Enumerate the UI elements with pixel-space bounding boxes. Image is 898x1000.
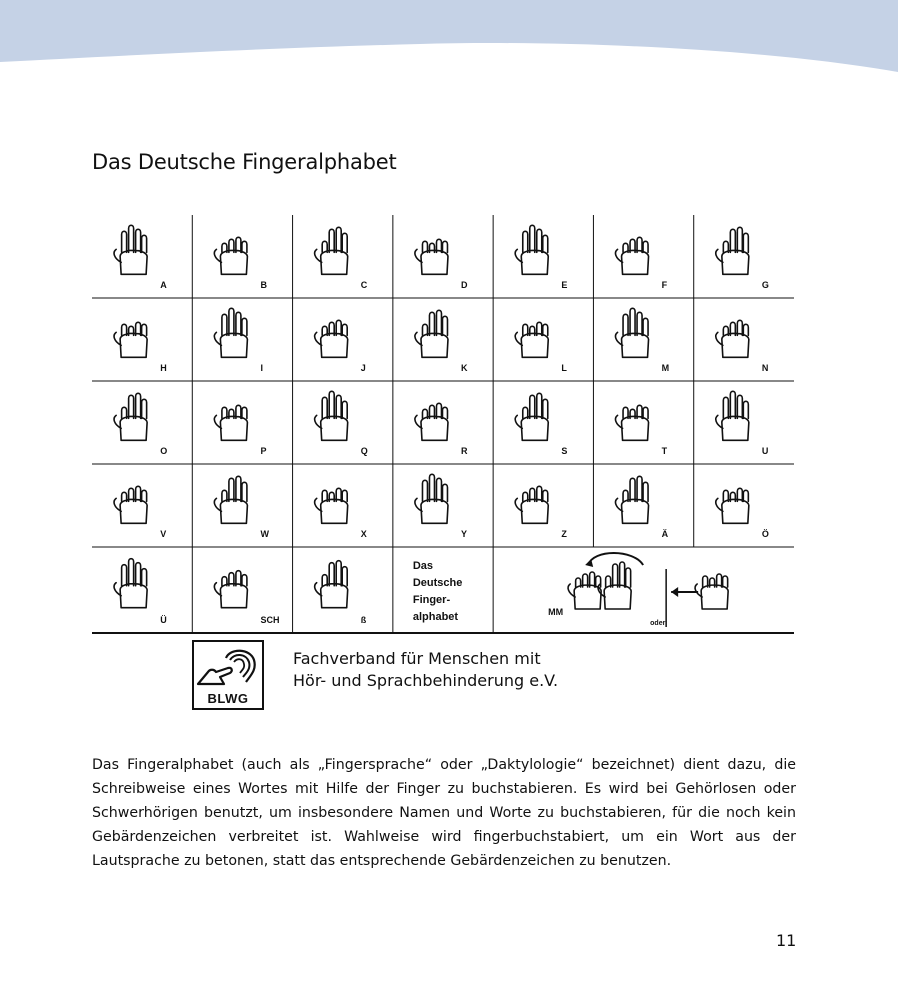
sign-cell <box>114 322 167 373</box>
sign-letter-label: X <box>360 529 367 539</box>
sign-letter-label: R <box>461 446 468 456</box>
sign-letter-label: L <box>561 363 567 373</box>
hand-sign-icon <box>515 322 548 357</box>
sign-letter-label: F <box>661 280 668 290</box>
hand-sign-icon <box>616 237 649 274</box>
chart-info-line: Das <box>412 560 434 572</box>
ear-arc-middle <box>230 655 249 677</box>
sign-letter-label: D <box>461 280 468 290</box>
sign-cell <box>616 308 670 373</box>
sign-cell <box>315 488 367 539</box>
sign-letter-label: A <box>160 280 167 290</box>
header-wave-shape <box>0 0 898 72</box>
sign-cell <box>415 310 468 373</box>
sign-letter-label: N <box>761 363 769 373</box>
sign-letter-label: C <box>360 280 368 290</box>
hand-sign-icon <box>415 474 448 523</box>
hand-sign-icon <box>114 225 147 274</box>
sign-letter-label: ß <box>360 615 367 625</box>
hand-sign-icon <box>568 572 601 609</box>
page-number: 11 <box>776 931 797 950</box>
chart-info-box <box>413 560 463 623</box>
sign-letter-label: S <box>561 446 568 456</box>
sign-cell <box>415 474 467 539</box>
sign-letter-label: B <box>260 280 267 290</box>
chart-info-line: alphabet <box>412 611 459 623</box>
sign-letter-label: SCH <box>260 615 280 625</box>
sign-letter-label: P <box>260 446 267 456</box>
sign-letter-label: Ö <box>761 529 769 539</box>
hand-sign-icon <box>315 561 348 608</box>
sign-letter-label: E <box>561 280 568 290</box>
hand-sign-icon <box>214 571 247 608</box>
hand-sign-icon <box>598 562 631 609</box>
hand-sign-icon <box>114 559 147 608</box>
sign-letter-label: J <box>360 363 366 373</box>
sign-cell <box>114 559 167 625</box>
org-line-1: Fachverband für Menschen mit <box>293 649 541 668</box>
hand-sign-icon <box>114 322 147 357</box>
arc-arrow-icon <box>588 553 643 565</box>
hand-sign-icon <box>616 476 649 523</box>
logo-text: BLWG <box>207 691 249 706</box>
sign-cell <box>716 488 769 539</box>
sign-letter-label: G <box>761 280 769 290</box>
hand-sign-icon <box>315 320 348 357</box>
hand-sign-icon <box>716 320 749 357</box>
sign-letter-label: Z <box>561 529 567 539</box>
hearing-hand-icon <box>194 644 262 694</box>
hand-sign-icon <box>214 476 247 523</box>
sign-letter-label: Y <box>461 529 468 539</box>
blwg-logo <box>192 640 264 710</box>
hand-sign-icon <box>415 310 448 357</box>
sign-letter-label: Q <box>360 446 368 456</box>
hand-sign-icon <box>214 308 247 357</box>
sign-cell <box>114 393 167 456</box>
hand-sign-icon <box>415 403 448 440</box>
organization-name <box>293 648 558 692</box>
sign-cell <box>716 391 769 456</box>
double-letter-label: MM <box>548 607 564 617</box>
sign-cell <box>315 320 366 373</box>
sign-letter-label: M <box>661 363 670 373</box>
ear-arc-inner <box>234 659 244 673</box>
hand-sign-icon <box>415 239 448 274</box>
hand-sign-icon <box>214 405 247 440</box>
body-paragraph: Das Fingeralphabet (auch als „Fingersprache“ oder „Daktylologie“ bezeichnet) dient dazu, die Schreibweise eines Wortes mit Hilfe der Finger zu buchstabieren. Es wird bei Gehörlosen oder Schwerhörigen benutzt, um insbesondere Namen und Worte zu buchstabieren, für die noch kein Gebärdenzeichen verbreitet ist. Wahlweise wird fingerbuchstabiert, um ein Wort aus der Lautsprache zu betonen, statt das entsprechende Gebärdenzeichen zu benutzen. <box>92 757 796 869</box>
sign-letter-label: Ü <box>160 615 167 625</box>
hand-sign-icon <box>716 488 749 523</box>
hand-sign-icon <box>515 486 548 523</box>
hand-sign-icon <box>616 405 649 440</box>
hand-sign-icon <box>695 574 728 609</box>
hand-sign-icon <box>515 393 548 440</box>
sign-cell <box>114 225 167 290</box>
sign-cell <box>315 561 367 625</box>
sign-cell <box>315 391 368 456</box>
sign-cell <box>716 227 769 290</box>
sign-cell <box>515 486 567 539</box>
hand-sign-icon <box>315 488 348 523</box>
hand-sign-icon <box>315 227 348 274</box>
sign-letter-label: T <box>661 446 668 456</box>
hand-sign-icon <box>716 227 749 274</box>
sign-cell <box>616 476 669 539</box>
header-wave <box>0 0 898 80</box>
sign-cell <box>716 320 769 373</box>
sign-cell <box>214 571 279 625</box>
fingeralphabet-grid <box>92 215 794 635</box>
sign-cell <box>415 403 468 456</box>
sign-letter-label: Ä <box>661 529 669 539</box>
sign-cell <box>315 227 368 290</box>
hand-sign-icon <box>315 391 348 440</box>
page-title: Das Deutsche Fingeralphabet <box>92 150 397 174</box>
org-line-2: Hör- und Sprachbehinderung e.V. <box>293 671 559 690</box>
arrow-left-icon <box>671 587 678 597</box>
fingeralphabet-chart <box>92 215 794 635</box>
hand-sign-icon <box>716 391 749 440</box>
sign-cell <box>616 405 668 456</box>
sign-cell <box>515 225 567 290</box>
sign-letter-label: V <box>160 529 167 539</box>
sign-letter-label: I <box>260 363 263 373</box>
sign-cell <box>214 308 263 373</box>
sign-letter-label: U <box>761 446 769 456</box>
chart-info-line: Deutsche <box>412 577 463 589</box>
sign-cell <box>114 486 166 539</box>
double-letter-cell <box>548 553 728 627</box>
sign-cell <box>415 239 468 290</box>
sign-cell <box>515 322 567 373</box>
oder-label: oder <box>650 620 666 627</box>
sign-letter-label: H <box>160 363 167 373</box>
hand-sign-icon <box>616 308 649 357</box>
sign-letter-label: K <box>461 363 468 373</box>
chart-info-line: Finger- <box>412 594 451 606</box>
pointing-hand <box>198 668 232 684</box>
sign-letter-label: W <box>260 529 269 539</box>
hand-sign-icon <box>515 225 548 274</box>
sign-cell <box>616 237 668 290</box>
hand-sign-icon <box>214 237 247 274</box>
sign-cell <box>214 476 269 539</box>
hand-sign-icon <box>114 486 147 523</box>
sign-cell <box>214 405 266 456</box>
hand-sign-icon <box>114 393 147 440</box>
sign-cell <box>515 393 567 456</box>
sign-cell <box>214 237 267 290</box>
sign-letter-label: O <box>160 446 168 456</box>
